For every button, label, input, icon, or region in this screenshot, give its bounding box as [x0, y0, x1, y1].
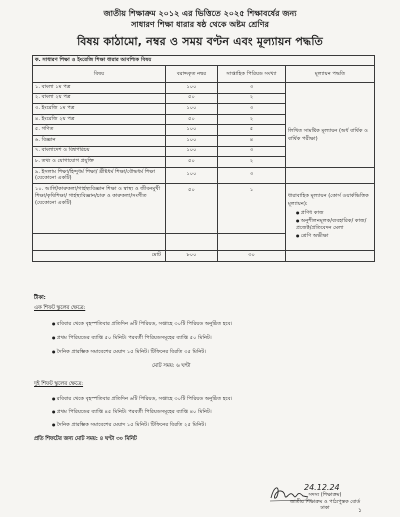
- table-section-row: [33, 56, 375, 66]
- empty-cell: [286, 250, 375, 261]
- subject-cell: ৯. ইসলাম শিক্ষা/হিন্দুধর্ম শিক্ষা/ খ্রীষ্টধর্ম শিক্ষা/বৌদ্ধধর্ম শিক্ষা (যেকোনো একটি): [33, 167, 166, 183]
- marks-cell: ১০০: [166, 104, 218, 115]
- table-row: [33, 183, 375, 233]
- two-shift-item: ● প্রথম পিরিয়ডের ব্যাপ্তি ৪৫ মিনিট। পরবর্তী পিরিয়ডসমূহের ব্যাপ্তি ৪০ মিনিট।: [52, 409, 212, 417]
- one-shift-heading: এক শিফট স্কুলের ক্ষেত্রে:: [34, 305, 86, 311]
- continuous-assessment-title: ধারাবাহিক মূল্যায়ন (কোর্স ওয়ার্কভিত্তিক মূল্যায়ন):: [288, 193, 369, 207]
- subject-cell: ১০. আর্লি/কারুকলা/গার্হস্থ্যবিজ্ঞান শিক্ষা ও স্বাস্থ্য ও জীবনমুখী শিক্ষা/কৃষিশিক্ষা/ গার্হস্থ্যবিজ্ঞান/চারু ও কারুকলা/সংগীত (যেকোনো একটি): [33, 183, 166, 233]
- per-shift-total: প্রতি শিফটের জন্য মোট সময়: ৪ ঘণ্টা ৩০ মিনিট: [34, 436, 137, 442]
- notes-heading: টীকা:: [34, 295, 46, 301]
- subject-cell: ৬. বিজ্ঞান: [33, 135, 166, 146]
- empty-cell: [33, 233, 166, 250]
- marks-cell: ১০০: [166, 135, 218, 146]
- continuous-assessment-list: [296, 210, 372, 240]
- table-row: [33, 167, 375, 183]
- list-item: ● শ্রেণি অভীক্ষা: [296, 233, 372, 241]
- column-header-subject: বিষয়: [33, 66, 166, 83]
- periods-cell: ৩: [218, 83, 286, 94]
- empty-cell: [218, 233, 286, 250]
- marks-cell: ৫০: [166, 183, 218, 233]
- written-assessment-text: লিখিত সামষ্টিক মূল্যায়ন (অর্ধ বার্ষিক ও বার্ষিক পরীক্ষা): [288, 128, 368, 142]
- list-item: ● প্রণিধ কাজ: [296, 210, 372, 218]
- two-shift-item: ● রবিবার থেকে বৃহস্পতিবার প্রতিদিন ৬টি পিরিয়ড, সপ্তাহে ৩০টি পিরিয়ড অনুষ্ঠিত হবে।: [52, 396, 232, 404]
- column-header-marks: বরাদ্দকৃত নম্বর: [166, 66, 218, 83]
- periods-cell: ২: [218, 93, 286, 104]
- list-item: ● অনুশীলনমূলক/ব্যবহারিক/ কাজ/প্রজেক্ট/প্রতিবেদন মেলা: [296, 218, 372, 233]
- column-header-periods: সাপ্তাহিক পিরিয়ড সংখ্যা: [218, 66, 286, 83]
- marks-cell: ১০০: [166, 167, 218, 183]
- subject-distribution-table: [32, 55, 375, 262]
- subject-cell: ৩. ইংরেজি ১ম পত্র: [33, 104, 166, 115]
- marks-cell: ১০০: [166, 83, 218, 94]
- header-line-2: সাধারণ শিক্ষা ধারার ষষ্ঠ থেকে অষ্টম শ্রেণির: [131, 20, 269, 29]
- periods-cell: ২: [218, 157, 286, 168]
- subject-cell: ২. বাংলা ২য় পত্র: [33, 93, 166, 104]
- periods-cell: ৩: [218, 104, 286, 115]
- page-number: ১: [358, 507, 362, 514]
- one-shift-item: ● রবিবার থেকে বৃহস্পতিবার প্রতিদিন ৬টি পিরিয়ড, সপ্তাহে ৩০টি পিরিয়ড অনুষ্ঠিত হবে।: [52, 321, 232, 329]
- subject-cell: ৮. তথ্য ও যোগাযোগ প্রযুক্তি: [33, 157, 166, 168]
- empty-assessment-cell: [286, 167, 375, 183]
- table-section-label: ক. সাধারণ শিক্ষা ও ইংরেজি শিক্ষা ধারার আবশ্যিক বিষয়: [33, 56, 375, 66]
- written-assessment-cell: [286, 83, 375, 168]
- total-marks: ৮০০: [166, 250, 218, 261]
- two-shift-heading: দুই শিফট স্কুলের ক্ষেত্রে:: [34, 381, 84, 387]
- one-shift-item: ● দৈনিক প্রারম্ভিক সমাবেশের মেয়াদ ১৫ মিনিট। টিফিনের বিরতি ৩৫ মিনিট।: [52, 349, 206, 357]
- one-shift-item: ● প্রথম পিরিয়ডের ব্যাপ্তি ৫০ মিনিট। পরবর্তী পিরিয়ডসমূহের ব্যাপ্তি ৫০ মিনিট।: [52, 335, 212, 343]
- marks-cell: ৫০: [166, 157, 218, 168]
- subject-cell: ৫. গণিত: [33, 125, 166, 136]
- marks-cell: ৫০: [166, 114, 218, 125]
- periods-cell: ৩: [218, 146, 286, 157]
- header-line-1: জাতীয় শিক্ষাক্রম ২০১২ এর ভিত্তিতে ২০২৫ শিক্ষাবর্ষের জন্য: [103, 9, 297, 18]
- empty-cell: [166, 233, 218, 250]
- stamp-line: ঢাকা: [320, 505, 330, 511]
- stamp-line: সদস্য (শিক্ষাক্রম): [308, 492, 342, 498]
- stamp-line: জাতীয় শিক্ষাক্রম ও পাঠ্যপুস্তক বোর্ড: [289, 498, 361, 505]
- signature-date: 24.12.24: [304, 483, 340, 492]
- table-row: [33, 83, 375, 94]
- marks-cell: ৫০: [166, 93, 218, 104]
- periods-cell: ২: [218, 114, 286, 125]
- two-shift-item: ● দৈনিক প্রারম্ভিক সমাবেশের মেয়াদ ১৫ মিনিট। টিফিনের বিরতি ২৫ মিনিট।: [52, 422, 206, 430]
- subject-cell: ৪. ইংরেজি ২য় পত্র: [33, 114, 166, 125]
- total-periods: ৩০: [218, 250, 286, 261]
- periods-cell: ১: [218, 183, 286, 233]
- total-label: মোট: [33, 250, 166, 261]
- periods-cell: ৫: [218, 125, 286, 136]
- continuous-assessment-cell: [286, 183, 375, 250]
- table-total-row: [33, 250, 375, 261]
- table-header-row: [33, 66, 375, 83]
- subject-cell: ১. বাংলা ১ম পত্র: [33, 83, 166, 94]
- periods-cell: ৩: [218, 167, 286, 183]
- marks-cell: ১০০: [166, 146, 218, 157]
- document-title: বিষয় কাঠামো, নম্বর ও সময় বণ্টন এবং মূল্যায়ন পদ্ধতি: [77, 35, 323, 48]
- periods-cell: ৪: [218, 135, 286, 146]
- one-shift-total: মোট সময়: ৬ ঘণ্টা: [152, 363, 191, 369]
- marks-cell: ১০০: [166, 125, 218, 136]
- column-header-assessment: মূল্যায়ন পদ্ধতি: [286, 66, 375, 83]
- subject-cell: ৭. বাংলাদেশ ও বিশ্বপরিচয়: [33, 146, 166, 157]
